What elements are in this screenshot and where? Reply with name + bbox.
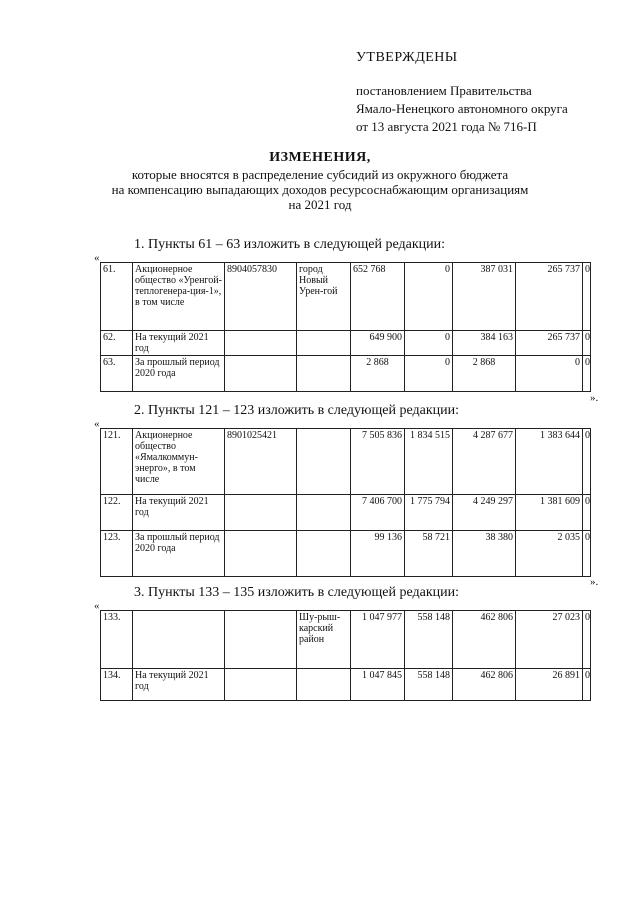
table-row xyxy=(101,495,591,531)
section-3-table xyxy=(100,610,591,701)
inn-cell xyxy=(225,495,297,531)
amount-col-2: 58 721 xyxy=(405,531,453,577)
table-row xyxy=(101,331,591,356)
recipient-name: За прошлый период 2020 года xyxy=(133,531,225,577)
recipient-name: На текущий 2021 год xyxy=(133,331,225,356)
recipient-name: Акционерное общество «Ямалкоммун-энерго», в том числе xyxy=(133,429,225,495)
amount-col-5: 0 xyxy=(583,356,591,392)
recipient-name xyxy=(133,611,225,669)
amount-total: 7 406 700 xyxy=(351,495,405,531)
amount-col-2: 558 148 xyxy=(405,669,453,701)
title-line-2: на компенсацию выпадающих доходов ресурсоснабжающим организациям xyxy=(111,182,529,197)
amount-col-3: 462 806 xyxy=(453,611,516,669)
amount-total: 99 136 xyxy=(351,531,405,577)
section-2-heading: 2. Пункты 121 – 123 изложить в следующей редакции: xyxy=(134,403,460,418)
amount-total: 652 768 xyxy=(351,263,405,331)
place-cell: Шу-рыш-карский район xyxy=(297,611,351,669)
amount-col-3: 2 868 xyxy=(453,356,516,392)
inn-cell xyxy=(225,331,297,356)
row-number: 123. xyxy=(101,531,133,577)
inn-cell xyxy=(225,531,297,577)
place-cell xyxy=(297,356,351,392)
amount-col-4: 0 xyxy=(516,356,583,392)
place-cell: город Новый Урен-гой xyxy=(297,263,351,331)
title-line-3: на 2021 год xyxy=(288,197,352,212)
place-cell xyxy=(297,669,351,701)
amount-col-4: 27 023 xyxy=(516,611,583,669)
place-cell xyxy=(297,429,351,495)
approval-line-1: постановлением Правительства xyxy=(356,83,532,98)
close-quote-2: ». xyxy=(590,576,599,588)
place-cell xyxy=(297,495,351,531)
amount-col-3: 384 163 xyxy=(453,331,516,356)
table-row xyxy=(101,611,591,669)
place-cell xyxy=(297,331,351,356)
inn-cell: 8901025421 xyxy=(225,429,297,495)
open-quote-3: « xyxy=(94,600,100,612)
recipient-name: На текущий 2021 год xyxy=(133,495,225,531)
place-cell xyxy=(297,531,351,577)
row-number: 61. xyxy=(101,263,133,331)
table-row xyxy=(101,531,591,577)
section-1-heading: 1. Пункты 61 – 63 изложить в следующей редакции: xyxy=(134,237,446,252)
amount-col-5: 0 xyxy=(583,331,591,356)
row-number: 121. xyxy=(101,429,133,495)
amount-col-2: 0 xyxy=(405,331,453,356)
amount-col-5: 0 xyxy=(583,495,591,531)
amount-col-3: 387 031 xyxy=(453,263,516,331)
row-number: 63. xyxy=(101,356,133,392)
recipient-name: На текущий 2021 год xyxy=(133,669,225,701)
amount-col-4: 265 737 xyxy=(516,331,583,356)
amount-col-2: 558 148 xyxy=(405,611,453,669)
amount-total: 1 047 977 xyxy=(351,611,405,669)
close-quote-1: ». xyxy=(590,392,599,404)
table-row xyxy=(101,356,591,392)
amount-col-2: 0 xyxy=(405,356,453,392)
amount-col-4: 265 737 xyxy=(516,263,583,331)
amount-col-4: 1 383 644 xyxy=(516,429,583,495)
section-1-table xyxy=(100,262,591,392)
amount-col-5: 0 xyxy=(583,531,591,577)
amount-col-3: 38 380 xyxy=(453,531,516,577)
inn-cell: 8904057830 xyxy=(225,263,297,331)
row-number: 133. xyxy=(101,611,133,669)
amount-total: 649 900 xyxy=(351,331,405,356)
open-quote-1: « xyxy=(94,252,100,264)
table-row xyxy=(101,263,591,331)
table-row xyxy=(101,669,591,701)
row-number: 134. xyxy=(101,669,133,701)
table-row xyxy=(101,429,591,495)
amount-col-3: 4 249 297 xyxy=(453,495,516,531)
amount-col-2: 0 xyxy=(405,263,453,331)
inn-cell xyxy=(225,669,297,701)
inn-cell xyxy=(225,611,297,669)
amount-col-5: 0 xyxy=(583,611,591,669)
amount-total: 1 047 845 xyxy=(351,669,405,701)
section-2-table xyxy=(100,428,591,577)
document-title: ИЗМЕНЕНИЯ, xyxy=(269,150,371,165)
recipient-name: За прошлый период 2020 года xyxy=(133,356,225,392)
approved-label: УТВЕРЖДЕНЫ xyxy=(356,50,458,65)
amount-col-5: 0 xyxy=(583,669,591,701)
amount-total: 2 868 xyxy=(351,356,405,392)
row-number: 62. xyxy=(101,331,133,356)
amount-col-2: 1 775 794 xyxy=(405,495,453,531)
amount-col-5: 0 xyxy=(583,263,591,331)
amount-col-4: 2 035 xyxy=(516,531,583,577)
amount-total: 7 505 836 xyxy=(351,429,405,495)
inn-cell xyxy=(225,356,297,392)
approval-line-2: Ямало-Ненецкого автономного округа xyxy=(356,101,568,116)
amount-col-3: 462 806 xyxy=(453,669,516,701)
amount-col-2: 1 834 515 xyxy=(405,429,453,495)
amount-col-4: 1 381 609 xyxy=(516,495,583,531)
open-quote-2: « xyxy=(94,418,100,430)
approval-line-3: от 13 августа 2021 года № 716-П xyxy=(356,119,537,134)
recipient-name: Акционерное общество «Уренгой-теплогенера-ция-1», в том числе xyxy=(133,263,225,331)
amount-col-5: 0 xyxy=(583,429,591,495)
amount-col-4: 26 891 xyxy=(516,669,583,701)
section-3-heading: 3. Пункты 133 – 135 изложить в следующей редакции: xyxy=(134,585,460,600)
row-number: 122. xyxy=(101,495,133,531)
amount-col-3: 4 287 677 xyxy=(453,429,516,495)
title-line-1: которые вносятся в распределение субсидий из окружного бюджета xyxy=(131,167,509,182)
